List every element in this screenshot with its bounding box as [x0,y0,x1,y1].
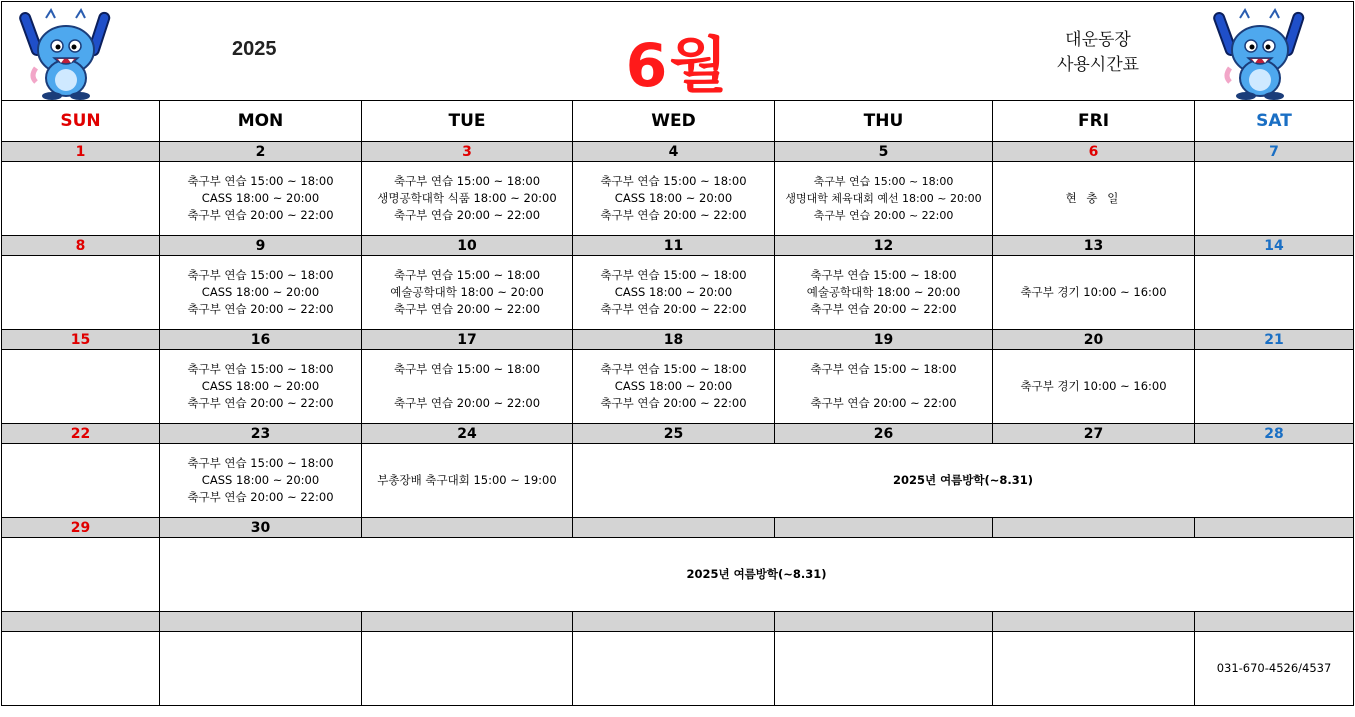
date-cell: 6 [993,142,1195,162]
event-line: 축구부 연습 15:00 ~ 18:00 [393,174,541,188]
event-line: 예술공학대학 18:00 ~ 20:00 [806,285,961,299]
date-cell: 20 [993,330,1195,350]
contact-phone: 031-670-4526/4537 [1195,632,1354,706]
date-cell-empty [993,612,1195,632]
event-line: 축구부 연습 15:00 ~ 18:00 [810,268,957,282]
weekday-sun: SUN [2,101,160,142]
year-label: 2025 [232,38,277,60]
event-cell-empty [2,350,160,424]
date-cell-empty [775,612,993,632]
date-row-week5 [2,518,1354,538]
event-cell-empty [2,632,160,706]
month-title: 6월 [625,31,730,101]
event-cell [160,162,362,236]
date-cell: 7 [1195,142,1354,162]
calendar-header [2,2,1354,101]
event-line: CASS 18:00 ~ 20:00 [614,285,733,299]
date-cell: 16 [160,330,362,350]
event-cell-empty [2,256,160,330]
event-cell [160,350,362,424]
sheet-title [1038,28,1158,78]
event-row-week2 [2,256,1354,330]
weekday-thu: THU [775,101,993,142]
event-cell-empty [1195,162,1354,236]
date-cell: 9 [160,236,362,256]
event-line: 예술공학대학 18:00 ~ 20:00 [390,285,544,299]
event-line: 축구부 연습 15:00 ~ 18:00 [187,362,334,376]
event-line: 축구부 연습 20:00 ~ 22:00 [393,302,541,316]
event-line: 축구부 연습 20:00 ~ 22:00 [810,396,957,410]
date-cell: 30 [160,518,362,538]
event-line: 축구부 연습 20:00 ~ 22:00 [600,208,747,222]
date-cell: 5 [775,142,993,162]
event-cell-tournament: 부총장배 축구대회 15:00 ~ 19:00 [362,444,573,518]
weekday-mon: MON [160,101,362,142]
date-cell: 12 [775,236,993,256]
event-line: CASS 18:00 ~ 20:00 [201,379,320,393]
event-line: 축구부 연습 15:00 ~ 18:00 [810,362,957,376]
event-cell-empty [2,444,160,518]
event-cell [362,350,573,424]
date-cell: 13 [993,236,1195,256]
event-line: 축구부 연습 15:00 ~ 18:00 [600,268,747,282]
event-cell [573,162,775,236]
event-line: 축구부 연습 15:00 ~ 18:00 [600,174,747,188]
event-line: CASS 18:00 ~ 20:00 [614,191,733,205]
weekday-tue: TUE [362,101,573,142]
event-cell-empty [160,632,362,706]
date-cell: 23 [160,424,362,444]
date-cell-empty [2,612,160,632]
date-row-week6 [2,612,1354,632]
event-line: CASS 18:00 ~ 20:00 [201,191,320,205]
sheet-title-line2: 사용시간표 [1056,55,1140,75]
event-row-week4 [2,444,1354,518]
event-line: 축구부 연습 20:00 ~ 22:00 [187,490,334,504]
date-cell-empty [573,518,775,538]
calendar-table [1,1,1354,706]
event-cell-empty [1195,256,1354,330]
event-row-week5 [2,538,1354,612]
date-cell-empty [573,612,775,632]
event-line: 축구부 연습 15:00 ~ 18:00 [187,456,334,470]
date-cell: 22 [2,424,160,444]
date-cell: 14 [1195,236,1354,256]
date-cell: 17 [362,330,573,350]
date-cell-empty [362,518,573,538]
event-line: CASS 18:00 ~ 20:00 [614,379,733,393]
date-row-week4 [2,424,1354,444]
event-cell [775,350,993,424]
date-cell: 8 [2,236,160,256]
event-cell-empty [1195,350,1354,424]
event-line: 생명대학 체육대회 예선 18:00 ~ 20:00 [785,192,982,205]
event-line: 생명공학대학 식품 18:00 ~ 20:00 [377,191,557,205]
event-line: 축구부 연습 20:00 ~ 22:00 [600,396,747,410]
event-line: 축구부 연습 15:00 ~ 18:00 [393,362,541,376]
holiday-label: 현 충 일 [993,162,1195,236]
event-line: 축구부 연습 20:00 ~ 22:00 [393,396,541,410]
date-cell: 19 [775,330,993,350]
weekday-wed: WED [573,101,775,142]
date-cell: 10 [362,236,573,256]
date-cell-empty [362,612,573,632]
event-cell-match: 축구부 경기 10:00 ~ 16:00 [993,256,1195,330]
date-row-week3 [2,330,1354,350]
event-line: 축구부 연습 20:00 ~ 22:00 [187,208,334,222]
event-cell-empty [2,538,160,612]
date-cell: 4 [573,142,775,162]
event-line: 축구부 연습 15:00 ~ 18:00 [813,175,954,188]
weekday-fri: FRI [993,101,1195,142]
event-line [775,378,992,395]
event-cell [160,444,362,518]
weekday-header-row [2,101,1354,142]
event-line: CASS 18:00 ~ 20:00 [201,285,320,299]
event-cell-empty [775,632,993,706]
date-cell-empty [1195,612,1354,632]
event-row-week6 [2,632,1354,706]
weekday-sat: SAT [1195,101,1354,142]
date-cell-empty [775,518,993,538]
date-row-week2 [2,236,1354,256]
event-line: 축구부 연습 20:00 ~ 22:00 [813,209,954,222]
summer-vacation-banner: 2025년 여름방학(~8.31) [573,444,1354,518]
event-cell [775,256,993,330]
date-cell: 27 [993,424,1195,444]
sheet-title-line1: 대운동장 [1065,30,1131,50]
date-cell: 21 [1195,330,1354,350]
date-row-week1 [2,142,1354,162]
date-cell: 2 [160,142,362,162]
event-cell-empty [362,632,573,706]
event-cell-empty [2,162,160,236]
date-cell: 3 [362,142,573,162]
date-cell: 29 [2,518,160,538]
event-line: 축구부 연습 15:00 ~ 18:00 [187,268,334,282]
date-cell-empty [160,612,362,632]
mascot-icon [1210,8,1310,101]
event-line: 축구부 연습 15:00 ~ 18:00 [600,362,747,376]
date-cell: 24 [362,424,573,444]
event-line: 축구부 연습 20:00 ~ 22:00 [187,302,334,316]
date-cell-empty [993,518,1195,538]
event-cell-empty [573,632,775,706]
event-line: 축구부 연습 20:00 ~ 22:00 [393,208,541,222]
date-cell: 18 [573,330,775,350]
event-line: 축구부 연습 20:00 ~ 22:00 [187,396,334,410]
event-cell [362,162,573,236]
date-cell: 28 [1195,424,1354,444]
event-cell [573,350,775,424]
event-cell [362,256,573,330]
date-cell: 15 [2,330,160,350]
date-cell: 25 [573,424,775,444]
event-line: 축구부 연습 15:00 ~ 18:00 [393,268,541,282]
event-cell-match: 축구부 경기 10:00 ~ 16:00 [993,350,1195,424]
summer-vacation-banner: 2025년 여름방학(~8.31) [160,538,1354,612]
event-line: 축구부 연습 15:00 ~ 18:00 [187,174,334,188]
event-row-week3 [2,350,1354,424]
event-line [362,378,572,395]
date-cell-empty [1195,518,1354,538]
date-cell: 1 [2,142,160,162]
event-line: 축구부 연습 20:00 ~ 22:00 [600,302,747,316]
event-cell [573,256,775,330]
event-cell [775,162,993,236]
date-cell: 11 [573,236,775,256]
event-line: 축구부 연습 20:00 ~ 22:00 [810,302,957,316]
event-row-week1 [2,162,1354,236]
event-line: CASS 18:00 ~ 20:00 [201,473,320,487]
event-cell [160,256,362,330]
date-cell: 26 [775,424,993,444]
event-cell-empty [993,632,1195,706]
